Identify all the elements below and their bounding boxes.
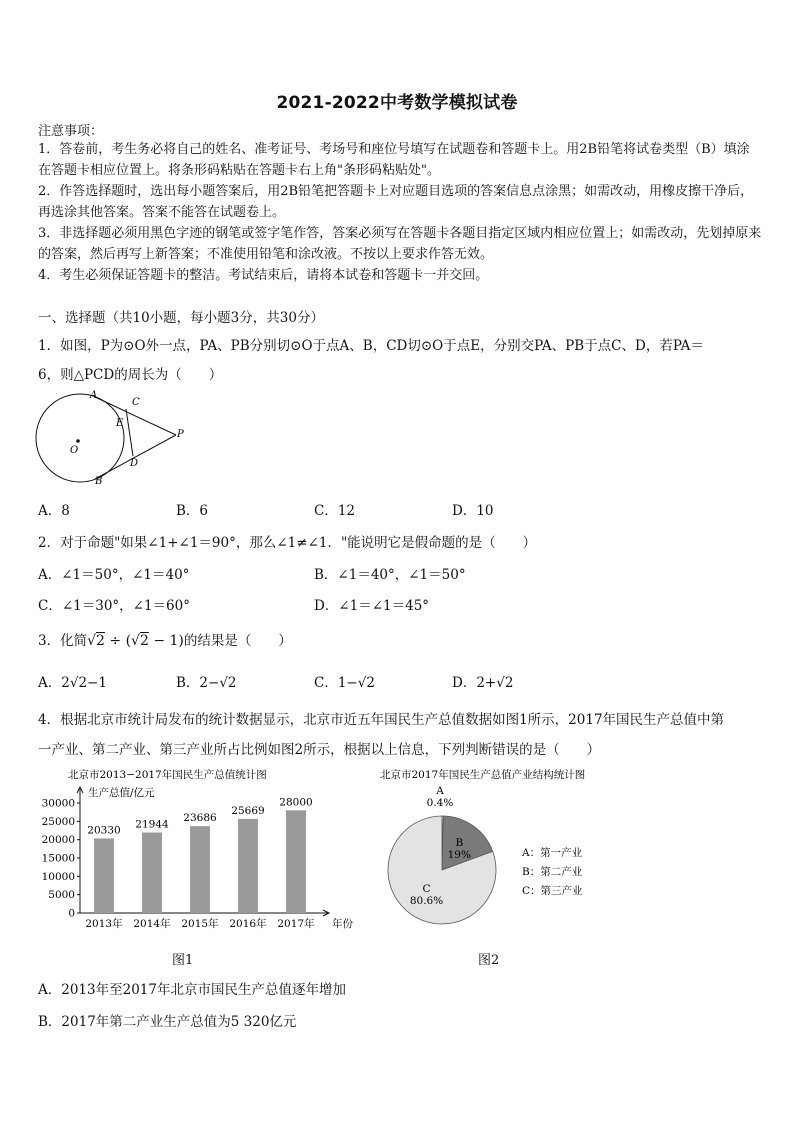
note-item-1: 1．答卷前，考生务必将自己的姓名、准考证号、考场号和座位号填写在试题卷和答题卡上。用2B铅笔将试卷类型（B）填涂在答题卡相应位置上。将条形码粘贴在答题卡右上角"条形码粘贴处"。 xyxy=(38,142,750,178)
q1-stem-line2: 6，则△PCD的周长为（ ） xyxy=(38,367,223,383)
pie-chart xyxy=(374,764,634,936)
pie-slice-percent: 80.6% xyxy=(409,895,444,908)
note-item-2: 2．作答选择题时，选出每小题答案后，用2B铅笔把答题卡上对应题目选项的答案信息点涂黑；如需改动，用橡皮擦干净后，再选涂其他答案。答案不能答在试题卷上。 xyxy=(38,184,754,220)
bar-value-label: 21944 xyxy=(135,818,169,831)
bar-value-label: 23686 xyxy=(183,812,217,825)
q3-option-c xyxy=(314,671,375,691)
bar-category-label: 2017年 xyxy=(277,918,315,930)
bar-chart-ytick-label: 20000 xyxy=(41,834,75,847)
bar-category-label: 2015年 xyxy=(181,918,219,930)
bar-chart-xlabel: 年份 xyxy=(332,918,353,930)
pie-slice-percent: 0.4% xyxy=(426,797,454,809)
label-p: P xyxy=(177,429,184,440)
q3-option-d-letter: D． xyxy=(452,675,477,691)
q2-option-b: B．∠1＝40°，∠1＝50° xyxy=(314,567,466,583)
note-item-4: 4．考生必须保证答题卡的整洁。考试结束后，请将本试卷和答题卡一并交回。 xyxy=(38,268,489,283)
bar-chart-ytick-label: 25000 xyxy=(41,815,75,828)
bar-category-label: 2013年 xyxy=(85,918,123,930)
tangent-pb xyxy=(95,435,176,479)
notes-heading: 注意事项： xyxy=(38,124,104,139)
q3-option-b xyxy=(176,671,237,691)
bar-chart-ytick-label: 15000 xyxy=(41,852,75,865)
bar-category-label: 2014年 xyxy=(133,918,171,930)
q1-option-d: D．10 xyxy=(452,503,494,519)
q3-stem-suffix: 的结果是（ ） xyxy=(183,633,292,649)
label-d: D xyxy=(130,458,139,469)
bar xyxy=(286,810,306,913)
pie-slice-letter: A xyxy=(436,785,444,797)
pie-slice-letter: B xyxy=(455,836,464,849)
q1-figure xyxy=(34,388,194,488)
q1-option-a: A．8 xyxy=(38,503,70,519)
pie-slice-letter: C xyxy=(422,883,431,896)
fig1-caption: 图1 xyxy=(172,953,194,968)
pie-slice-percent: 19% xyxy=(447,848,471,861)
q3-option-c-expr: 1−√2 xyxy=(337,675,375,691)
label-a: A xyxy=(90,390,98,401)
label-e: E xyxy=(116,418,124,429)
q2-stem: 2．对于命题"如果∠1+∠1＝90°，那么∠1≠∠1．"能说明它是假命题的是（ ） xyxy=(38,535,537,551)
q2-option-c: C．∠1＝30°，∠1＝60° xyxy=(38,598,190,614)
q2-option-d: D．∠1＝∠1＝45° xyxy=(314,598,430,614)
q3-option-d-expr: 2+√2 xyxy=(476,675,514,691)
bar-value-label: 20330 xyxy=(87,824,121,837)
label-b: B xyxy=(95,476,103,487)
bar xyxy=(142,833,162,913)
page-title: 2021-2022中考数学模拟试卷 xyxy=(276,93,518,113)
bar-chart-ytick-label: 30000 xyxy=(41,797,75,810)
q2-option-a: A．∠1＝50°，∠1＝40° xyxy=(38,567,190,583)
pie-legend-item: C：第三产业 xyxy=(522,885,583,897)
q3-option-b-expr: 2−√2 xyxy=(199,675,237,691)
q3-option-a-expr: 2√2−1 xyxy=(61,675,107,691)
q3-stem xyxy=(38,629,292,649)
bar xyxy=(238,819,258,913)
bar xyxy=(94,838,114,913)
bar-chart-ytick-label: 0 xyxy=(68,907,75,920)
bar-chart-ytick-label: 5000 xyxy=(48,889,75,902)
note-item-3: 3．非选择题必须用黑色字迹的钢笔或签字笔作答，答案必须写在答题卡各题目指定区域内相应位置上；如需改动，先划掉原来的答案，然后再写上新答案；不准使用铅笔和涂改液。不按以上要求作答无效。 xyxy=(38,226,762,262)
fig2-caption: 图2 xyxy=(478,953,500,968)
pie-legend-item: A：第一产业 xyxy=(522,847,583,859)
bar-chart-title: 北京市2013−2017年国民生产总值统计图 xyxy=(68,769,267,781)
q3-option-c-letter: C． xyxy=(314,675,338,691)
q3-option-a xyxy=(38,671,107,691)
bar-chart-ylabel: 生产总值/亿元 xyxy=(88,787,155,799)
bar-value-label: 25669 xyxy=(231,804,265,817)
pie-legend-item: B：第二产业 xyxy=(522,866,583,878)
q3-option-d xyxy=(452,671,513,691)
section-heading: 一、选择题（共10小题，每小题3分，共30分） xyxy=(38,310,324,326)
q4-stem-line2: 一产业、第二产业、第三产业所占比例如图2所示，根据以上信息，下列判断错误的是（ ） xyxy=(38,742,601,758)
pie-chart-title: 北京市2017年国民生产总值产业结构统计图 xyxy=(380,769,586,781)
q4-option-b: B．2017年第二产业生产总值为5 320亿元 xyxy=(38,1014,297,1030)
label-c: C xyxy=(132,397,140,408)
bar xyxy=(190,826,210,913)
bar-category-label: 2016年 xyxy=(229,918,267,930)
center-point xyxy=(76,439,80,443)
q1-stem-line1: 1．如图，P为⊙O外一点，PA、PB分别切⊙O于点A、B，CD切⊙O于点E，分别交PA、PB于点C、D，若PA＝ xyxy=(38,338,704,354)
q4-stem-line1: 4．根据北京市统计局发布的统计数据显示，北京市近五年国民生产总值数据如图1所示，2017年国民生产总值中第 xyxy=(38,712,725,728)
q3-stem-prefix: 3．化简 xyxy=(38,633,88,649)
bar-value-label: 28000 xyxy=(279,796,313,809)
q3-option-b-letter: B． xyxy=(176,675,200,691)
q1-option-b: B．6 xyxy=(176,503,209,519)
label-o: O xyxy=(70,445,79,456)
q4-option-a: A．2013年至2017年北京市国民生产总值逐年增加 xyxy=(38,982,346,998)
q3-option-a-letter: A． xyxy=(38,675,62,691)
circle-o xyxy=(36,394,124,482)
bar-chart xyxy=(34,764,364,936)
tangent-cd xyxy=(126,409,133,456)
q1-option-c: C．12 xyxy=(314,503,356,519)
q3-expression: √2 ÷ (√2 − 1) xyxy=(87,633,184,649)
bar-chart-ytick-label: 10000 xyxy=(41,870,75,883)
